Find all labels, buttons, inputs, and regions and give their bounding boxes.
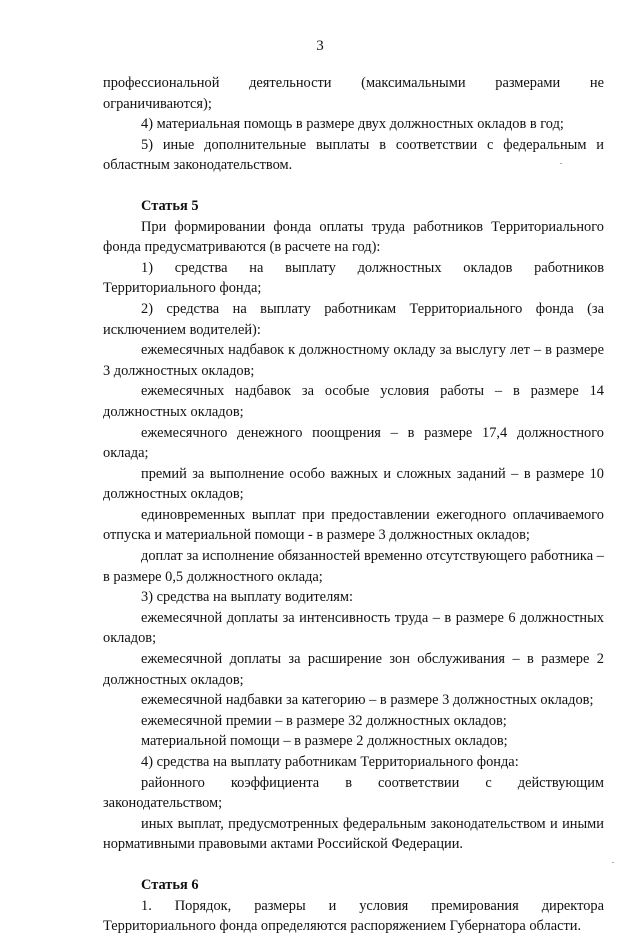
paragraph: ежемесячной надбавки за категорию – в размере 3 должностных окладов; [141,692,594,709]
paragraph: премий за выполнение особо важных и сложных заданий – в размере 10 должностных окладов; [103,465,604,503]
paragraph: материальной помощи – в размере 2 должностных окладов; [141,733,508,750]
paragraph: иных выплат, предусмотренных федеральным законодательством и иными нормативными правовыми актами Российской Федерации. [103,815,604,853]
paragraph: районного коэффициента в соответствии с действующим законодательством; [103,774,604,812]
paragraph: 1. Порядок, размеры и условия премирования директора Территориального фонда определяются распоряжением Губернатора области. [103,897,604,935]
paragraph: 4) материальная помощь в размере двух должностных окладов в год; [141,116,564,133]
paragraph: профессиональной деятельности (максимальными размерами не ограничиваются); [103,75,604,112]
paragraph: ежемесячного денежного поощрения – в размере 17,4 должностного оклада; [103,424,604,462]
paragraph: 5) иные дополнительные выплаты в соответствии с федеральным и областным законодательством. [103,136,604,174]
paragraph: ежемесячных надбавок к должностному окладу за выслугу лет – в размере 3 должностных окладов; [103,342,604,379]
paragraph: ежемесячной премии – в размере 32 должностных окладов; [141,712,507,729]
article-5-heading: Статья 5 [141,197,199,214]
document-body [103,73,604,937]
paragraph: ежемесячных надбавок за особые условия работы – в размере 14 должностных окладов; [103,383,604,420]
paragraph: единовременных выплат при предоставлении ежегодного оплачиваемого отпуска и материальной помощи - в размере 3 должностных окладов; [103,506,604,544]
paragraph: ежемесячной доплаты за интенсивность труда – в размере 6 должностных окладов; [103,609,604,647]
paragraph: ежемесячной доплаты за расширение зон обслуживания – в размере 2 должностных окладов; [103,651,604,688]
page-number: 3 [316,38,324,54]
paragraph: 3) средства на выплату водителям: [141,589,353,606]
paragraph: доплат за исполнение обязанностей временно отсутствующего работника – в размере 0,5 должностного оклада; [103,548,604,585]
scan-speck [560,163,562,164]
paragraph: 2) средства на выплату работникам Территориального фонда (за исключением водителей): [103,300,604,338]
paragraph: 1) средства на выплату должностных окладов работников Территориального фонда; [103,259,604,297]
scan-speck [612,862,614,863]
paragraph: При формировании фонда оплаты труда работников Территориального фонда предусматриваются (в расчете на год): [103,218,604,256]
article-6-heading: Статья 6 [141,876,199,893]
paragraph: 4) средства на выплату работникам Территориального фонда: [141,754,519,770]
